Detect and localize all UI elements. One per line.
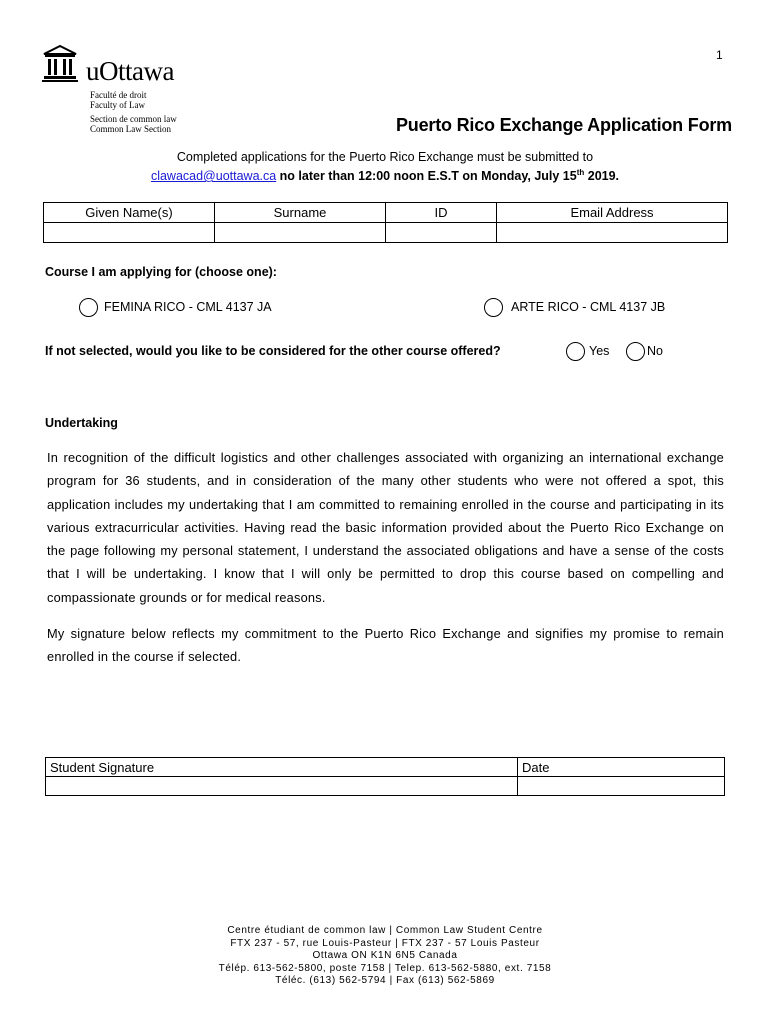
no-radio[interactable] bbox=[626, 342, 645, 361]
date-field[interactable] bbox=[518, 777, 725, 796]
footer-line-4: Télép. 613-562-5800, poste 7158 | Telep. 613-562-5880, ext. 7158 bbox=[218, 962, 552, 974]
arte-rico-radio[interactable] bbox=[484, 298, 503, 317]
deadline-year: 2019. bbox=[584, 169, 620, 184]
university-building-icon bbox=[42, 44, 78, 84]
course-question: Course I am applying for (choose one): bbox=[45, 265, 277, 279]
date-label: Date bbox=[518, 758, 725, 777]
page-number: 1 bbox=[716, 48, 723, 62]
header-id: ID bbox=[386, 203, 497, 223]
header-email: Email Address bbox=[497, 203, 728, 223]
student-info-table bbox=[43, 202, 728, 243]
header-surname: Surname bbox=[215, 203, 386, 223]
arte-rico-label: ARTE RICO - CML 4137 JB bbox=[511, 300, 666, 314]
undertaking-heading: Undertaking bbox=[45, 416, 118, 430]
undertaking-paragraph-1: In recognition of the difficult logistics and other challenges associated with organizing an international exchange program for 36 students, and in consideration of the many other students who were not offered a spot, this application includes my undertaking that I am committed to remaining enrolled in the course and participating in its various extracurricular activities. Having read the basic information provided about the Puerto Rico Exchange on the page following my personal statement, I understand the associated obligations and have a sense of the costs that I will be undertaking. I know that I will only be permitted to drop this course based on compelling and compassionate grounds or for medical reasons. bbox=[47, 450, 724, 605]
femina-rico-label: FEMINA RICO - CML 4137 JA bbox=[104, 300, 272, 314]
email-field[interactable] bbox=[497, 223, 728, 243]
surname-field[interactable] bbox=[215, 223, 386, 243]
email-link[interactable]: clawacad@uottawa.ca bbox=[150, 169, 277, 184]
given-name-field[interactable] bbox=[44, 223, 215, 243]
header-given-name: Given Name(s) bbox=[44, 203, 215, 223]
uottawa-logo bbox=[42, 44, 202, 144]
signature-label: Student Signature bbox=[46, 758, 518, 777]
signature-field[interactable] bbox=[46, 777, 518, 796]
id-field[interactable] bbox=[386, 223, 497, 243]
signature-table bbox=[45, 757, 725, 796]
femina-rico-radio[interactable] bbox=[79, 298, 98, 317]
deadline-superscript: th bbox=[576, 168, 585, 177]
no-label: No bbox=[647, 344, 663, 358]
footer-line-2: FTX 237 - 57, rue Louis-Pasteur | FTX 237 - 57 Louis Pasteur bbox=[230, 937, 540, 949]
yes-label: Yes bbox=[589, 344, 610, 358]
footer bbox=[150, 925, 620, 988]
logo-line-4: Common Law Section bbox=[90, 124, 171, 134]
logo-wordmark: uOttawa bbox=[86, 56, 174, 86]
logo-line-3: Section de common law bbox=[90, 114, 177, 124]
footer-line-3: Ottawa ON K1N 6N5 Canada bbox=[312, 950, 458, 962]
intro-line-2 bbox=[40, 168, 730, 183]
consider-question: If not selected, would you like to be considered for the other course offered? bbox=[45, 344, 501, 358]
footer-line-5: Téléc. (613) 562-5794 | Fax (613) 562-5869 bbox=[275, 975, 495, 987]
undertaking-paragraph-2: My signature below reflects my commitment to the Puerto Rico Exchange and signifies my promise to remain enrolled in the course if selected. bbox=[47, 626, 724, 665]
deadline-text: no later than 12:00 noon E.S.T on Monday, July 15 bbox=[276, 169, 577, 184]
footer-line-1: Centre étudiant de common law | Common Law Student Centre bbox=[227, 925, 543, 936]
yes-radio[interactable] bbox=[566, 342, 585, 361]
logo-line-2: Faculty of Law bbox=[90, 100, 145, 110]
logo-line-1: Faculté de droit bbox=[90, 90, 147, 100]
form-title: Puerto Rico Exchange Application Form bbox=[396, 115, 732, 135]
intro-line-1: Completed applications for the Puerto Rico Exchange must be submitted to bbox=[176, 150, 594, 164]
